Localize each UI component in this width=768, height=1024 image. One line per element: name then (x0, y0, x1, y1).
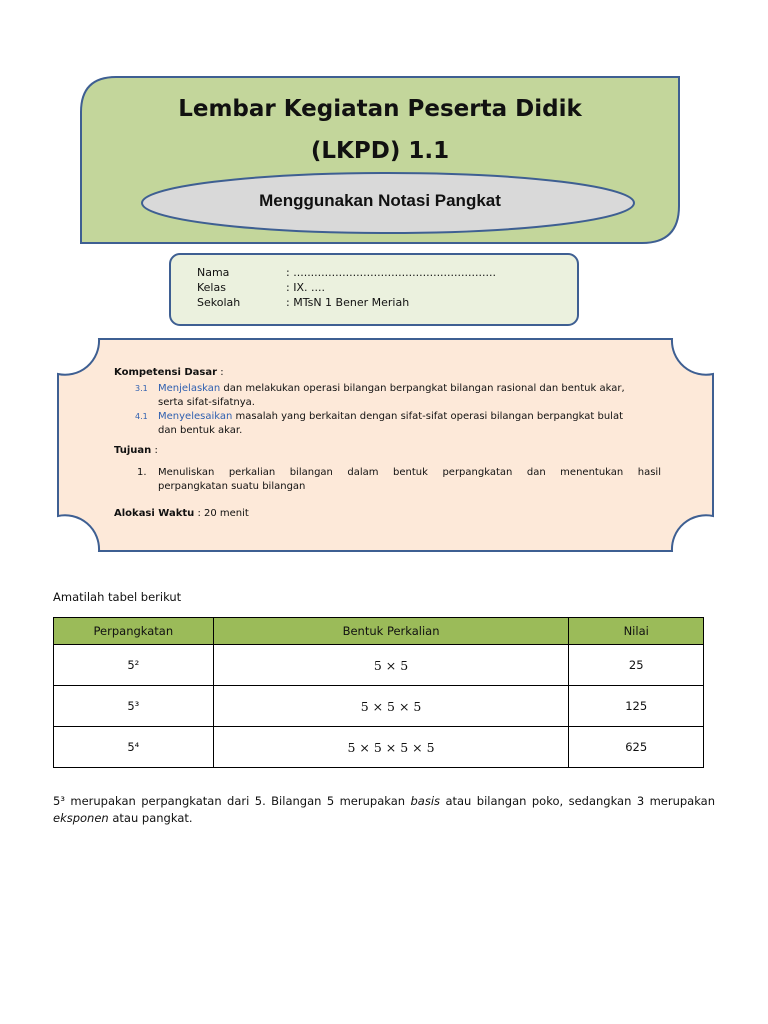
kompetensi-heading-row: Kompetensi Dasar : (114, 367, 224, 378)
cell-bentuk-perkalian: 5 × 5 (213, 645, 569, 686)
cell-bentuk-perkalian: 5 × 5 × 5 (213, 686, 569, 727)
kelas-value: : IX. .... (286, 281, 325, 294)
column-header-perpangkatan: Perpangkatan (54, 618, 214, 645)
alokasi-waktu (114, 507, 249, 521)
cell-perpangkatan: 5³ (54, 686, 214, 727)
kd-item-4-1-number: 4.1 (135, 412, 148, 421)
tujuan-text-line2: perpangkatan suatu bilangan (158, 481, 306, 492)
tujuan-heading: Tujuan (114, 445, 152, 456)
cell-nilai: 125 (569, 686, 704, 727)
nama-value: : .......................................................... (286, 266, 497, 279)
tujuan-number: 1. (137, 467, 147, 478)
kd-item-4-1-text: masalah yang berkaitan dengan sifat-sifat operasi bilangan berpangkat bulat (232, 411, 623, 422)
alokasi-value: : 20 menit (194, 508, 249, 519)
cell-perpangkatan: 5² (54, 645, 214, 686)
sekolah-label: Sekolah (197, 296, 241, 309)
cell-nilai: 25 (569, 645, 704, 686)
sekolah-value: : MTsN 1 Bener Meriah (286, 296, 410, 309)
identity-box (169, 253, 579, 326)
kompetensi-heading: Kompetensi Dasar (114, 367, 218, 378)
column-header-nilai: Nilai (569, 618, 704, 645)
page-title-code: (LKPD) 1.1 (310, 138, 450, 164)
explanation-paragraph: 5³ merupakan perpangkatan dari 5. Bilangan 5 merupakan basis atau bilangan poko, sedangkan 3 merupakan eksponen atau pangkat. (53, 794, 715, 825)
table-row (54, 645, 704, 686)
table-header-row (54, 618, 704, 645)
tujuan-text-line1: Menuliskan perkalian bilangan dalam bentuk perpangkatan dan menentukan hasil (158, 467, 661, 478)
nama-label: Nama (197, 266, 230, 279)
power-table (53, 617, 704, 768)
table-row (54, 727, 704, 768)
kd-item-4-1-verb: Menyelesaikan (158, 411, 233, 422)
cell-perpangkatan: 5⁴ (54, 727, 214, 768)
kelas-label: Kelas (197, 281, 226, 294)
cell-nilai: 625 (569, 727, 704, 768)
page-title: Lembar Kegiatan Peserta Didik (178, 96, 582, 122)
kd-item-3-1-text: dan melakukan operasi bilangan berpangkat bilangan rasional dan bentuk akar, (220, 383, 625, 394)
page-subtitle: Menggunakan Notasi Pangkat (259, 191, 501, 210)
table-row (54, 686, 704, 727)
alokasi-label: Alokasi Waktu (114, 508, 195, 519)
kd-item-3-1-text-line2: serta sifat-sifatnya. (158, 397, 255, 408)
term-basis: basis (410, 794, 441, 808)
tujuan-heading-row: Tujuan : (114, 445, 158, 456)
kd-item-4-1 (158, 410, 678, 438)
kd-item-4-1-text-line2: dan bentuk akar. (158, 425, 243, 436)
kd-item-3-1-verb: Menjelaskan (158, 383, 221, 394)
cell-bentuk-perkalian: 5 × 5 × 5 × 5 (213, 727, 569, 768)
kd-item-3-1 (158, 382, 678, 410)
kompetensi-box (57, 338, 714, 552)
header-banner (80, 76, 680, 244)
term-eksponen: eksponen (53, 811, 109, 825)
column-header-bentuk-perkalian: Bentuk Perkalian (213, 618, 569, 645)
kd-item-3-1-number: 3.1 (135, 384, 148, 393)
table-intro: Amatilah tabel berikut (53, 590, 182, 604)
